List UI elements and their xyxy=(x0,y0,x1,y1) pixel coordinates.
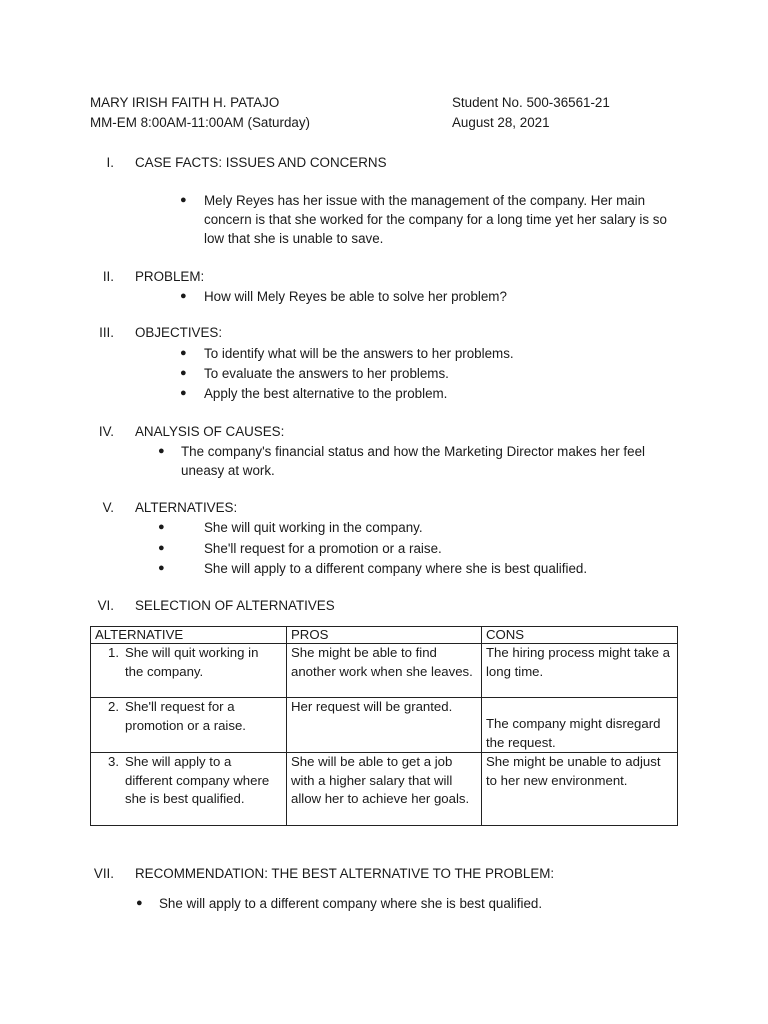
objective-item: To evaluate the answers to her problems. xyxy=(204,366,449,381)
alternative-item: She will quit working in the company. xyxy=(204,520,423,535)
bullet-icon xyxy=(180,191,187,210)
section-heading-analysis: ANALYSIS OF CAUSES: xyxy=(135,424,285,439)
table-row xyxy=(91,644,678,698)
bullet-icon xyxy=(180,344,187,363)
alternative-text: She will quit working in the company. xyxy=(125,645,259,679)
alternative-text: She'll request for a promotion or a raise. xyxy=(125,699,246,733)
bullet-icon xyxy=(180,364,187,383)
table-row xyxy=(91,698,678,753)
row-number: 3. xyxy=(108,754,119,769)
pros-cell: She will be able to get a job with a higher salary that will allow her to achieve her goals. xyxy=(287,753,482,826)
cons-cell: The hiring process might take a long time. xyxy=(482,644,678,698)
section-number: VII. xyxy=(93,866,114,881)
class-schedule: MM-EM 8:00AM-11:00AM (Saturday) xyxy=(90,115,311,130)
table-row xyxy=(91,753,678,826)
section-number: V. xyxy=(102,500,114,515)
row-number: 2. xyxy=(108,699,119,714)
column-header: CONS xyxy=(482,627,678,644)
pros-cell: She might be able to find another work when she leaves. xyxy=(287,644,482,698)
selection-table xyxy=(90,626,678,826)
alternative-item: She will apply to a different company where she is best qualified. xyxy=(204,561,588,576)
alternative-cell xyxy=(91,753,287,826)
section-heading-alternatives: ALTERNATIVES: xyxy=(135,500,238,515)
section-heading-case-facts: CASE FACTS: ISSUES AND CONCERNS xyxy=(135,155,387,170)
bullet-icon xyxy=(158,442,165,461)
problem-text: How will Mely Reyes be able to solve her problem? xyxy=(204,289,507,304)
alternative-text: She will apply to a different company where she is best qualified. xyxy=(125,754,270,806)
section-heading-problem: PROBLEM: xyxy=(135,269,205,284)
case-facts-text: Mely Reyes has her issue with the management of the company. Her main concern is that she worked for the company for a long time yet her salary is so low that she is unable to save. xyxy=(204,193,667,246)
bullet-icon xyxy=(158,539,165,558)
bullet-icon xyxy=(180,384,187,403)
row-number: 1. xyxy=(108,645,119,660)
section-heading-recommendation: RECOMMENDATION: THE BEST ALTERNATIVE TO THE PROBLEM: xyxy=(135,866,555,881)
analysis-text: The company's financial status and how the Marketing Director makes her feel uneasy at work. xyxy=(181,444,646,478)
section-heading-objectives: OBJECTIVES: xyxy=(135,325,223,340)
alternative-item: She'll request for a promotion or a raise. xyxy=(204,541,442,556)
section-number: IV. xyxy=(98,424,114,439)
column-header: PROS xyxy=(287,627,482,644)
student-name: MARY IRISH FAITH H. PATAJO xyxy=(90,95,280,110)
cons-cell: The company might disregard the request. xyxy=(482,698,678,753)
bullet-icon xyxy=(158,518,165,537)
document-date: August 28, 2021 xyxy=(452,115,550,130)
bullet-icon xyxy=(136,894,143,913)
objective-item: To identify what will be the answers to her problems. xyxy=(204,346,514,361)
recommendation-text: She will apply to a different company where she is best qualified. xyxy=(159,896,543,911)
section-number: III. xyxy=(99,325,114,340)
cons-cell: She might be unable to adjust to her new environment. xyxy=(482,753,678,826)
section-number: II. xyxy=(102,269,114,284)
objective-item: Apply the best alternative to the problem. xyxy=(204,386,448,401)
bullet-icon xyxy=(158,559,165,578)
table-header-row xyxy=(91,627,678,644)
student-number: Student No. 500-36561-21 xyxy=(452,95,610,110)
section-heading-selection: SELECTION OF ALTERNATIVES xyxy=(135,598,335,613)
alternative-cell xyxy=(91,698,287,753)
column-header: ALTERNATIVE xyxy=(91,627,287,644)
pros-cell: Her request will be granted. xyxy=(287,698,482,753)
bullet-icon xyxy=(180,287,187,306)
section-number: VI. xyxy=(97,598,114,613)
alternative-cell xyxy=(91,644,287,698)
section-number: I. xyxy=(106,155,114,170)
